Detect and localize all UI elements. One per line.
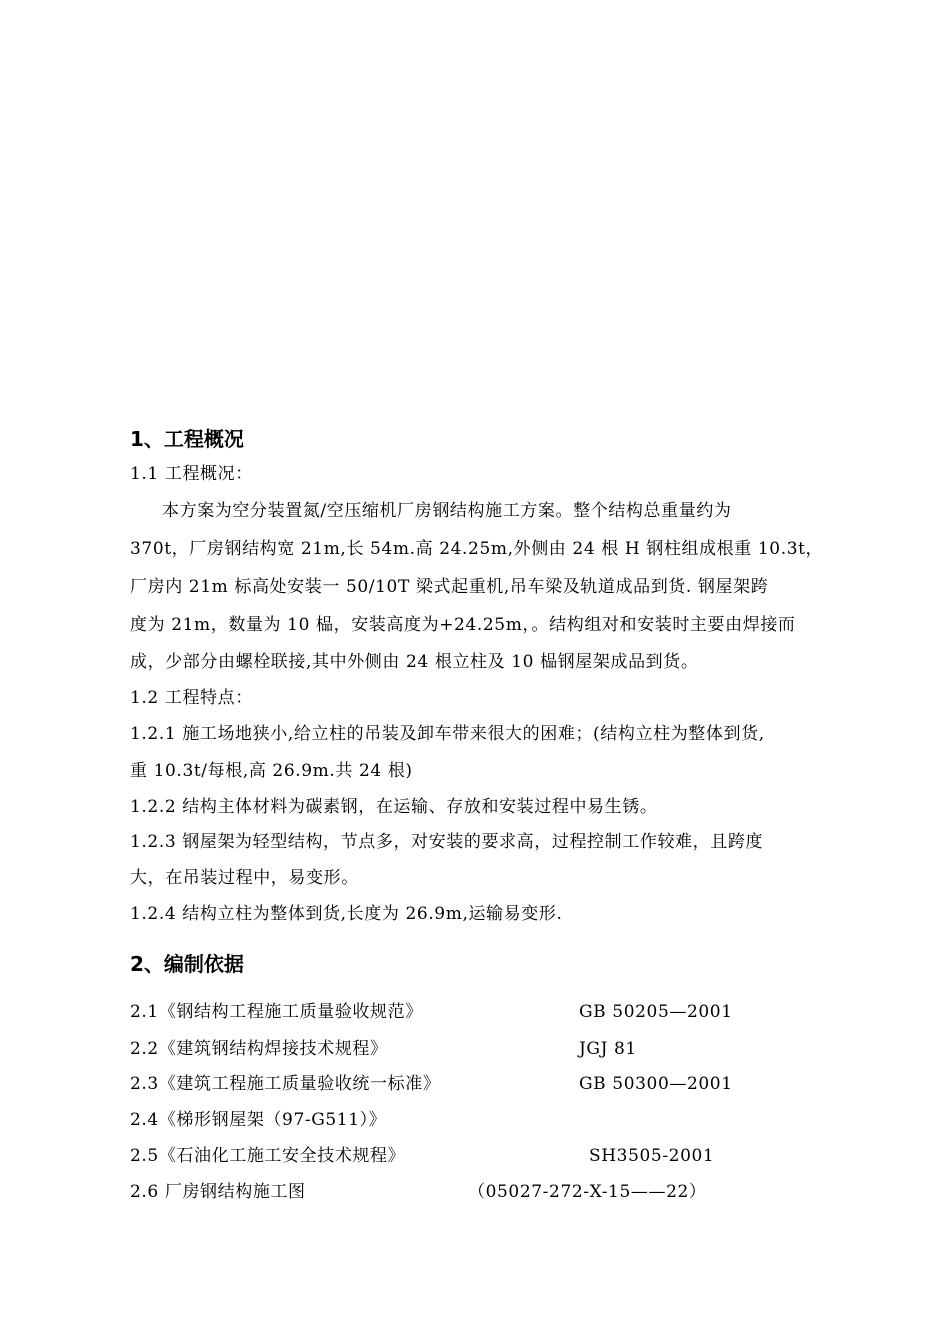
feature-line: 1.2.3 钢屋架为轻型结构，节点多，对安装的要求高，过程控制工作较难，且跨度 [130, 832, 764, 852]
overview-paragraph-line: 厂房内 21m 标高处安装一 50/10T 梁式起重机,吊车梁及轨道成品到货. 钢屋架跨 [130, 577, 769, 597]
reference-code: GB 50300—2001 [579, 1074, 733, 1094]
overview-paragraph-line: 度为 21m，数量为 10 榀，安装高度为+24.25m，。结构组对和安装时主要由焊接而 [130, 615, 796, 635]
feature-line: 1.2.1 施工场地狭小,给立柱的吊装及卸车带来很大的困难；(结构立柱为整体到货, [130, 724, 765, 744]
feature-line: 1.2.4 结构立柱为整体到货,长度为 26.9m,运输易变形. [130, 904, 563, 924]
reference-title: 2.3《建筑工程施工质量验收统一标准》 [130, 1074, 441, 1094]
section-2-heading: 2、编制依据 [130, 952, 244, 976]
subsection-1-1-title: 1.1 工程概况： [130, 464, 253, 484]
section-1-heading: 1、工程概况 [130, 427, 244, 451]
reference-title: 2.6 厂房钢结构施工图 [130, 1182, 306, 1202]
reference-code: GB 50205—2001 [579, 1002, 733, 1022]
reference-code: SH3505-2001 [589, 1146, 715, 1166]
reference-title: 2.2《建筑钢结构焊接技术规程》 [130, 1039, 388, 1059]
overview-paragraph-line: 370t，厂房钢结构宽 21m,长 54m.高 24.25m,外侧由 24 根 H 钢柱组成根重 10.3t， [130, 539, 824, 559]
overview-paragraph-line: 成，少部分由螺栓联接,其中外侧由 24 根立柱及 10 榀钢屋架成品到货。 [130, 652, 699, 672]
reference-code: JGJ 81 [579, 1039, 637, 1059]
reference-title: 2.1《钢结构工程施工质量验收规范》 [130, 1002, 423, 1022]
reference-title: 2.4《梯形钢屋架（97-G511）》 [130, 1110, 387, 1130]
feature-line: 1.2.2 结构主体材料为碳素钢，在运输、存放和安装过程中易生锈。 [130, 797, 658, 817]
subsection-1-2-title: 1.2 工程特点： [130, 688, 253, 708]
feature-line: 大，在吊装过程中，易变形。 [130, 868, 359, 888]
feature-line: 重 10.3t/每根,高 26.9m.共 24 根) [130, 761, 413, 781]
overview-paragraph-line: 本方案为空分装置氮/空压缩机厂房钢结构施工方案。整个结构总重量约为 [162, 501, 732, 521]
reference-code: （05027-272-X-15——22） [468, 1182, 707, 1202]
reference-title: 2.5《石油化工施工安全技术规程》 [130, 1146, 406, 1166]
